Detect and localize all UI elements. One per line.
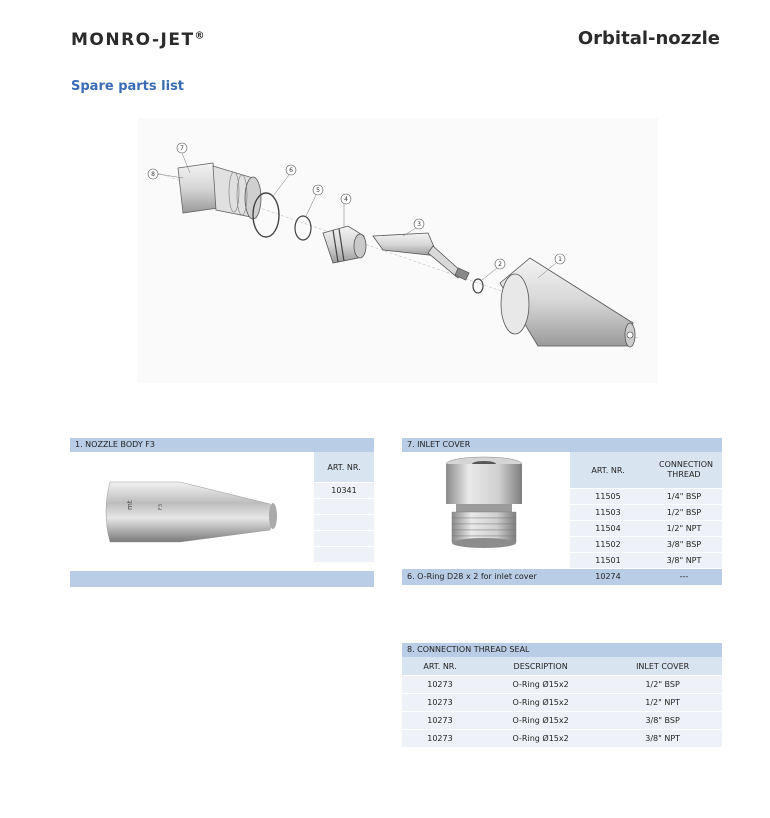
inlet-cover-thread-column	[646, 452, 722, 569]
nozzle-body-art-header: ART. NR.	[314, 452, 374, 483]
oring-thread: ---	[679, 572, 689, 581]
thread-seal-header-inlet: INLET COVER	[603, 657, 722, 676]
nozzle-body-photo	[70, 452, 314, 571]
thread-seal-grid	[402, 657, 722, 748]
thread-seal-inlet: 3/8" NPT	[603, 730, 722, 748]
inlet-cover-art-cell: 11505	[570, 489, 646, 505]
thread-seal-art: 10273	[402, 694, 478, 712]
document-title: Orbital-nozzle	[577, 28, 720, 49]
brand-logo	[71, 30, 205, 50]
exploded-drawing	[138, 118, 658, 383]
nozzle-engraving-f3: F3	[158, 503, 164, 510]
nozzle-body-footer	[70, 571, 374, 587]
inlet-cover-art-cell: 11501	[570, 553, 646, 569]
part-shaft	[373, 233, 469, 280]
inlet-cover-thread-cell: 3/8" BSP	[646, 537, 722, 553]
nozzle-body-row	[314, 531, 374, 547]
inlet-cover-photo-svg	[402, 452, 570, 569]
inlet-cover-thread-header	[646, 452, 722, 489]
oring-art: 10274	[595, 572, 621, 581]
table-row	[402, 712, 722, 730]
part-small-ring	[473, 279, 483, 293]
oring-label: 6. O-Ring D28 x 2 for inlet cover	[407, 572, 537, 581]
thread-seal-title: 8. CONNECTION THREAD SEAL	[402, 643, 722, 657]
thread-seal-description: O-Ring Ø15x2	[478, 730, 603, 748]
part-inlet-cover	[178, 163, 261, 219]
callout-7: 7	[180, 145, 184, 152]
inlet-cover-art-cell: 11504	[570, 521, 646, 537]
thread-seal-art: 10273	[402, 712, 478, 730]
thread-seal-header-description: DESCRIPTION	[478, 657, 603, 676]
callout-1: 1	[558, 256, 562, 263]
thread-seal-description: O-Ring Ø15x2	[478, 676, 603, 694]
nozzle-body-title: 1. NOZZLE BODY F3	[70, 438, 374, 452]
inlet-cover-photo	[402, 452, 570, 569]
inlet-cover-thread-cell: 3/8" NPT	[646, 553, 722, 569]
thread-seal-inlet: 1/2" NPT	[603, 694, 722, 712]
inlet-cover-art-header: ART. NR.	[570, 452, 646, 489]
thread-seal-art: 10273	[402, 730, 478, 748]
inlet-cover-thread-cell: 1/4" BSP	[646, 489, 722, 505]
thread-seal-inlet: 1/2" BSP	[603, 676, 722, 694]
inlet-cover-thread-header-text: CONNECTION THREAD	[659, 460, 714, 479]
callout-5: 5	[316, 187, 320, 194]
nozzle-engraving-mt: mt	[126, 500, 134, 510]
registered-mark: ®	[194, 30, 205, 42]
inlet-cover-art-cell: 11502	[570, 537, 646, 553]
nozzle-body-row	[314, 515, 374, 531]
inlet-cover-thread-cell: 1/2" BSP	[646, 505, 722, 521]
thread-seal-description: O-Ring Ø15x2	[478, 712, 603, 730]
table-row	[402, 676, 722, 694]
exploded-drawing-svg	[138, 118, 658, 383]
thread-seal-description: O-Ring Ø15x2	[478, 694, 603, 712]
section-title: Spare parts list	[71, 79, 185, 94]
nozzle-body-row	[314, 499, 374, 515]
inlet-cover-table	[402, 438, 722, 587]
callout-2: 2	[498, 261, 502, 268]
nozzle-body-table	[70, 438, 374, 587]
part-oring-medium	[295, 216, 311, 240]
callout-8: 8	[151, 171, 155, 178]
nozzle-body-photo-svg	[70, 452, 314, 571]
thread-seal-inlet: 3/8" BSP	[603, 712, 722, 730]
callout-4: 4	[344, 196, 348, 203]
inlet-cover-title: 7. INLET COVER	[402, 438, 722, 452]
inlet-cover-thread-cell: 1/2" NPT	[646, 521, 722, 537]
thread-seal-header-art: ART. NR.	[402, 657, 478, 676]
callout-3: 3	[417, 221, 421, 228]
nozzle-body-row	[314, 547, 374, 563]
oring-row	[402, 569, 722, 585]
nozzle-body-row: 10341	[314, 483, 374, 499]
inlet-cover-art-column	[570, 452, 646, 569]
part-bearing	[323, 226, 366, 263]
inlet-cover-art-cell: 11503	[570, 505, 646, 521]
thread-seal-art: 10273	[402, 676, 478, 694]
part-nozzle-body	[500, 258, 635, 347]
table-row	[402, 694, 722, 712]
callout-6: 6	[289, 167, 293, 174]
nozzle-body-art-column	[314, 452, 374, 563]
brand-name: MONRO-JET	[71, 30, 195, 50]
table-row	[402, 730, 722, 748]
thread-seal-table	[402, 643, 722, 748]
